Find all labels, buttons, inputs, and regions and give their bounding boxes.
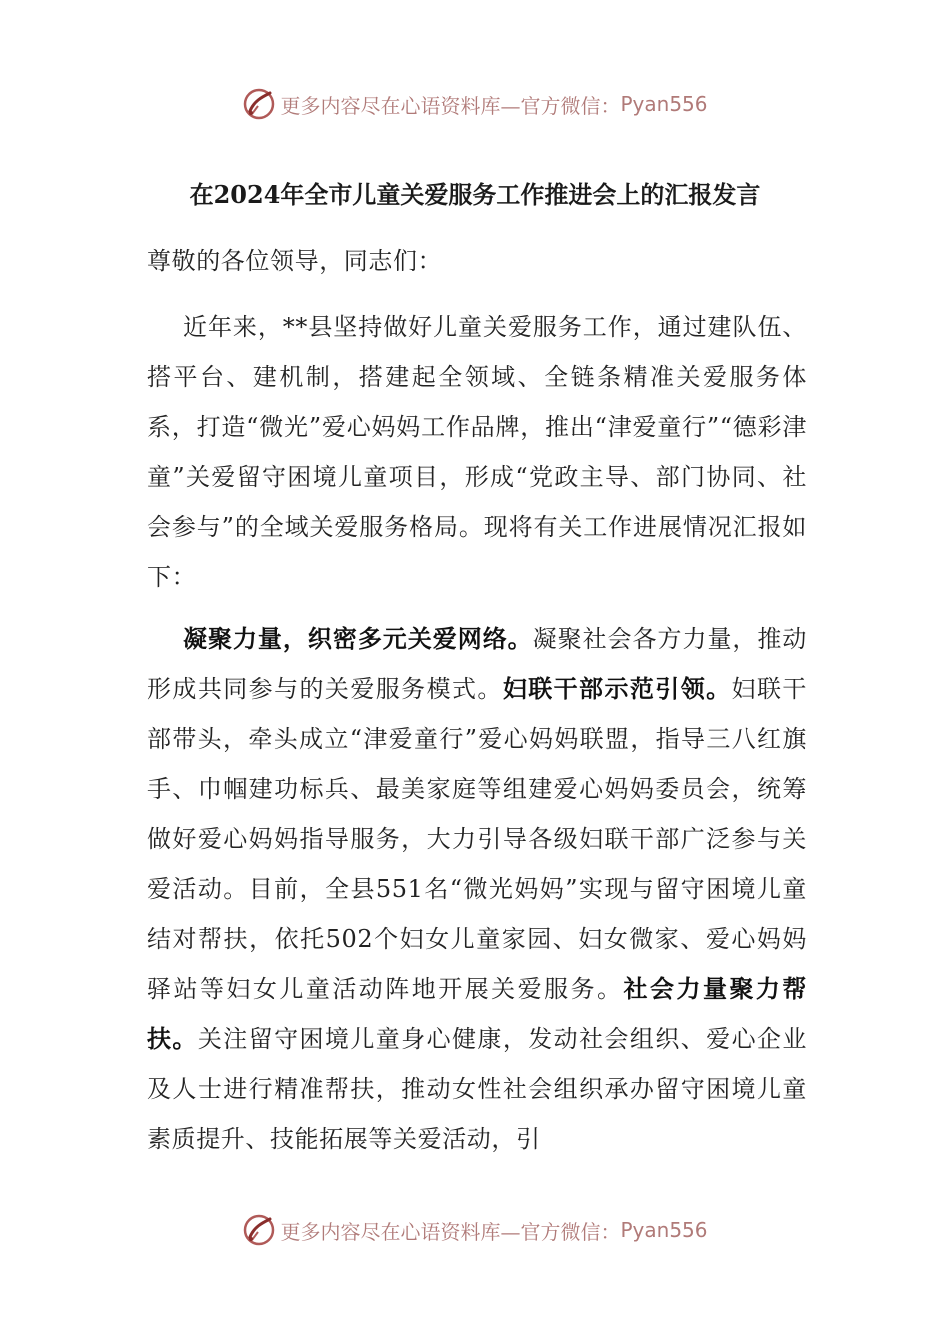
greeting: 尊敬的各位领导，同志们： (147, 247, 443, 275)
footer-banner-id: Pyan556 (620, 1218, 708, 1242)
section1-paragraph (147, 614, 807, 1164)
footer-banner-text: 更多内容尽在心语资料库—官方微信： (280, 1219, 621, 1244)
sub2-text: 关注留守困境儿童身心健康，发动社会组织、爱心企业及人士进行精准帮扶，推动女性社会组织承办留守困境儿童素质提升、技能拓展等关爱活动，引 (147, 1025, 808, 1153)
sub1-text: 妇联干部带头，牵头成立“津爱童行”爱心妈妈联盟，指导三八红旗手、巾帼建功标兵、最美家庭等组建爱心妈妈委员会，统筹做好爱心妈妈指导服务，大力引导各级妇联干部广泛参与关爱活动。目前，全县551名“微光妈妈”实现与留守困境儿童结对帮扶，依托502个妇女儿童家园、妇女微家、爱心妈妈驿站等妇女儿童活动阵地开展关爱服务。 (147, 675, 807, 1003)
pen-logo-icon (242, 1213, 276, 1247)
header-banner-text: 更多内容尽在心语资料库—官方微信： (280, 93, 621, 118)
footer-watermark-banner (0, 1210, 950, 1250)
document-body (147, 236, 807, 1164)
header-watermark-banner (0, 84, 950, 124)
header-banner-id: Pyan556 (620, 92, 708, 116)
section1-lead: 凝聚社会各方力量，推动形成共同参与的关爱服务模式。 (147, 625, 807, 703)
section1-heading: 凝聚力量，织密多元关爱网络。 (183, 624, 533, 653)
intro-paragraph: 近年来，**县坚持做好儿童关爱服务工作，通过建队伍、搭平台、建机制，搭建起全领域、全链条精准关爱服务体系，打造“微光”爱心妈妈工作品牌，推出“津爱童行”“德彩津童”关爱留守困境儿童项目，形成“党政主导、部门协同、社会参与”的全域关爱服务格局。现将有关工作进展情况汇报如下： (147, 313, 807, 591)
sub2-heading: 社会力量聚力帮扶。 (147, 974, 807, 1053)
sub1-heading: 妇联干部示范引领。 (502, 674, 732, 703)
document-title: 在2024年全市儿童关爱服务工作推进会上的汇报发言 (189, 180, 761, 209)
pen-logo-icon (242, 87, 276, 121)
